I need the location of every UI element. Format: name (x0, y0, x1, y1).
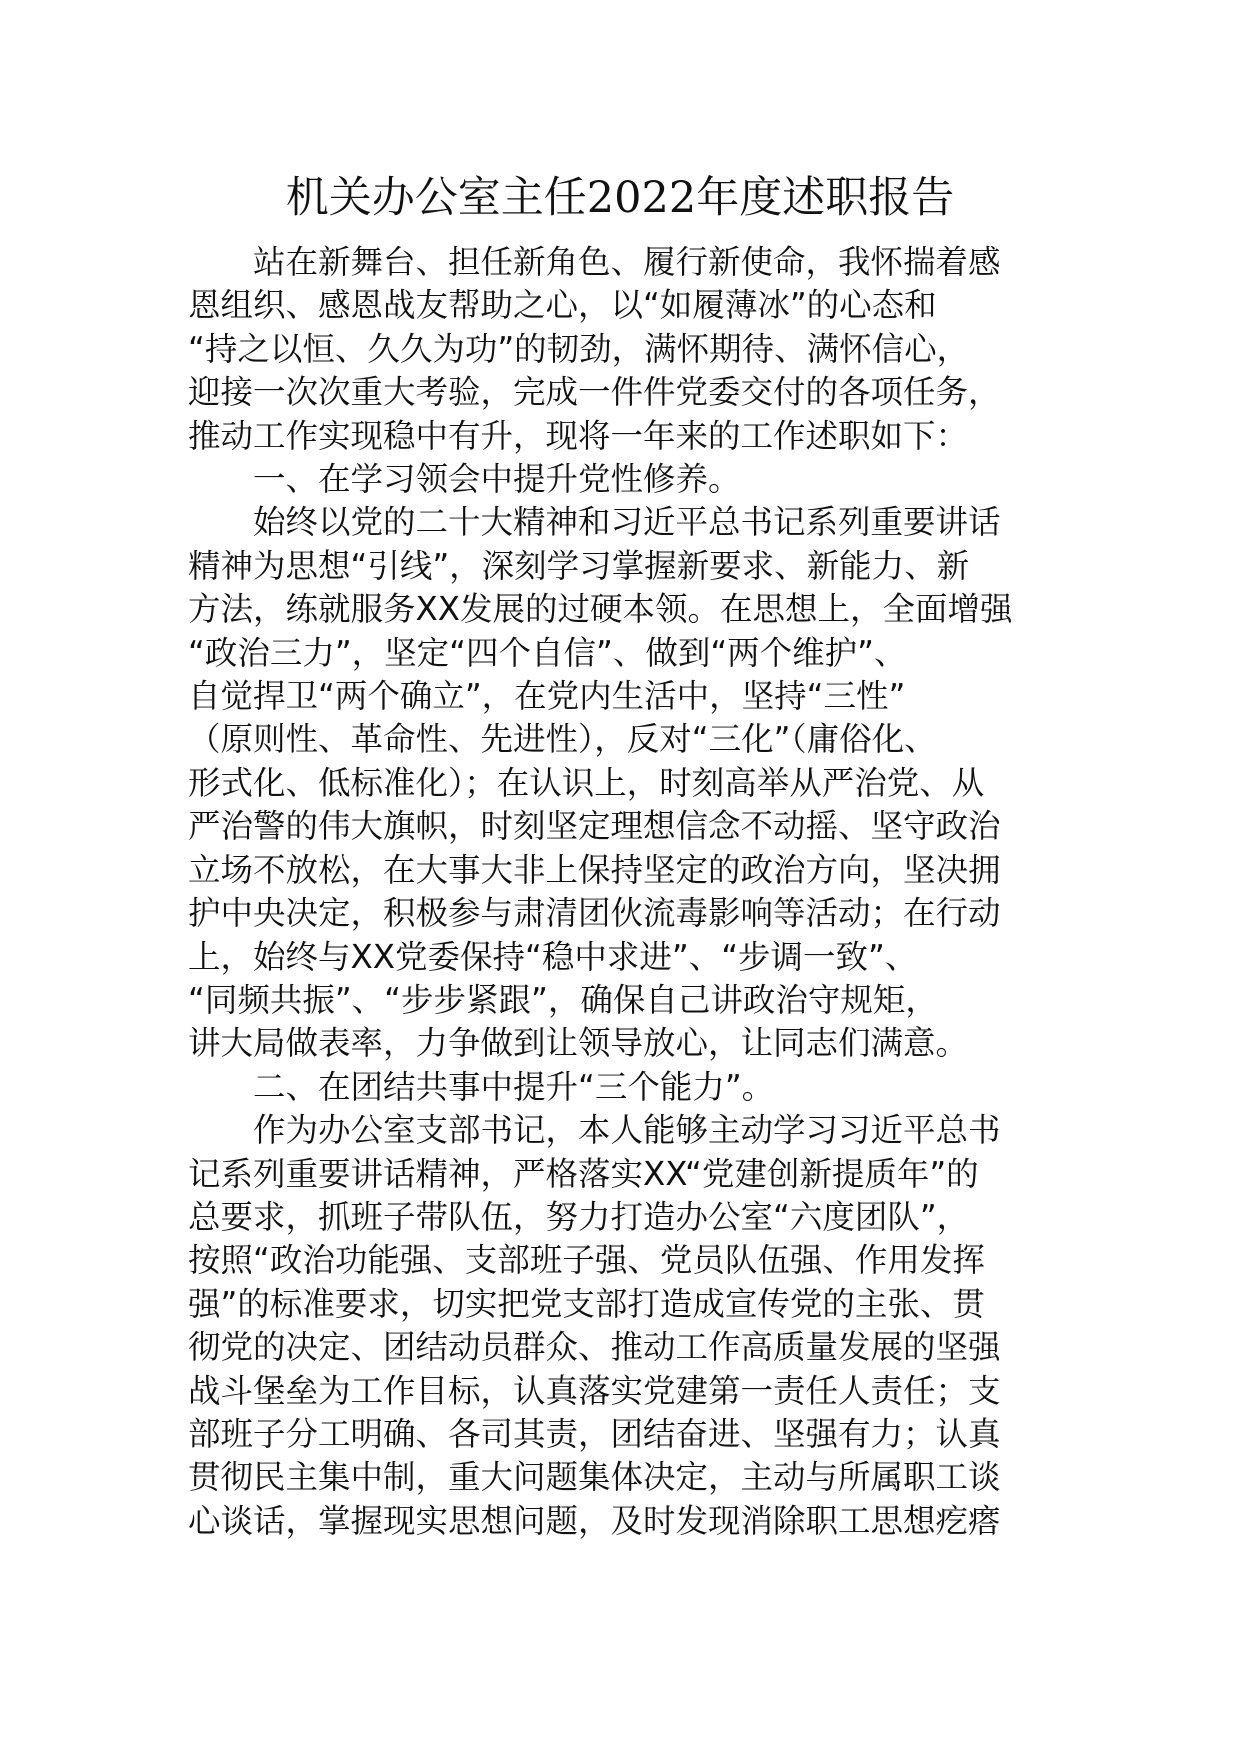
text-line: 上，始终与XX党委保持“稳中求进”、“步调一致”、 (188, 937, 918, 976)
text-line: 护中央决定，积极参与肃清团伙流毒影响等活动；在行动 (188, 894, 1001, 933)
paragraph (188, 501, 1054, 1065)
text-line: 部班子分工明确、各司其责，团结奋进、坚强有力；认真 (188, 1414, 1001, 1453)
text-line: 心谈话，掌握现实思想问题，及时发现消除职工思想疙瘩 (188, 1501, 1001, 1540)
text-line: 始终以党的二十大精神和习近平总书记系列重要讲话 (253, 503, 1001, 542)
text-line: 精神为思想“引线”，深刻学习掌握新要求、新能力、新 (188, 546, 970, 585)
text-line: 按照“政治功能强、支部班子强、党员队伍强、作用发挥 (188, 1241, 985, 1280)
text-line: 站在新舞台、担任新角色、履行新使命，我怀揣着感 (253, 243, 1001, 281)
text-line: “政治三力”，坚定“四个自信”、做到“两个维护”、 (188, 633, 907, 672)
paragraph (188, 458, 1054, 501)
text-line: “同频共振”、“步步紧跟”，确保自己讲政治守规矩， (188, 980, 938, 1019)
text-line: 迎接一次次重大考验，完成一件件党委交付的各项任务， (188, 373, 1001, 412)
text-line: 方法，练就服务XX发展的过硬本领。在思想上，全面增强 (188, 590, 1013, 629)
text-line: （原则性、革命性、先进性），反对“三化”（庸俗化、 (188, 720, 937, 759)
text-line: 二、在团结共事中提升“三个能力”。 (253, 1067, 775, 1106)
paragraph (188, 1109, 1054, 1543)
text-line: 一、在学习领会中提升党性修养。 (253, 460, 741, 499)
document-title: 机关办公室主任2022年度述职报告 (285, 173, 955, 223)
text-line: 恩组织、感恩战友帮助之心，以“如履薄冰”的心态和 (188, 286, 937, 325)
text-line: 讲大局做表率，力争做到让领导放心，让同志们满意。 (188, 1024, 969, 1063)
paragraph (188, 241, 1054, 458)
text-line: 彻党的决定、团结动员群众、推动工作高质量发展的坚强 (188, 1328, 1001, 1367)
text-line: 战斗堡垒为工作目标，认真落实党建第一责任人责任；支 (188, 1371, 1001, 1410)
text-line: 推动工作实现稳中有升，现将一年来的工作述职如下： (188, 416, 969, 455)
text-line: “持之以恒、久久为功”的韧劲，满怀期待、满怀信心， (188, 329, 970, 368)
document-body (188, 241, 1054, 1543)
text-line: 形式化、低标准化）；在认识上，时刻高举从严治党、从 (188, 763, 985, 802)
text-line: 记系列重要讲话精神，严格落实XX“党建创新提质年”的 (188, 1154, 979, 1193)
text-line: 强”的标准要求，切实把党支部打造成宣传党的主张、贯 (188, 1284, 985, 1323)
text-line: 自觉捍卫“两个确立”，在党内生活中，坚持“三性” (188, 677, 906, 716)
text-line: 贯彻民主集中制，重大问题集体决定，主动与所属职工谈 (188, 1458, 1001, 1497)
text-line: 立场不放松，在大事大非上保持坚定的政治方向，坚决拥 (188, 850, 1001, 889)
text-line: 作为办公室支部书记，本人能够主动学习习近平总书 (253, 1111, 1001, 1150)
text-line: 严治警的伟大旗帜，时刻坚定理想信念不动摇、坚守政治 (188, 807, 1001, 846)
paragraph (188, 1066, 1054, 1109)
text-line: 总要求，抓班子带队伍，努力打造办公室“六度团队”， (188, 1197, 970, 1236)
